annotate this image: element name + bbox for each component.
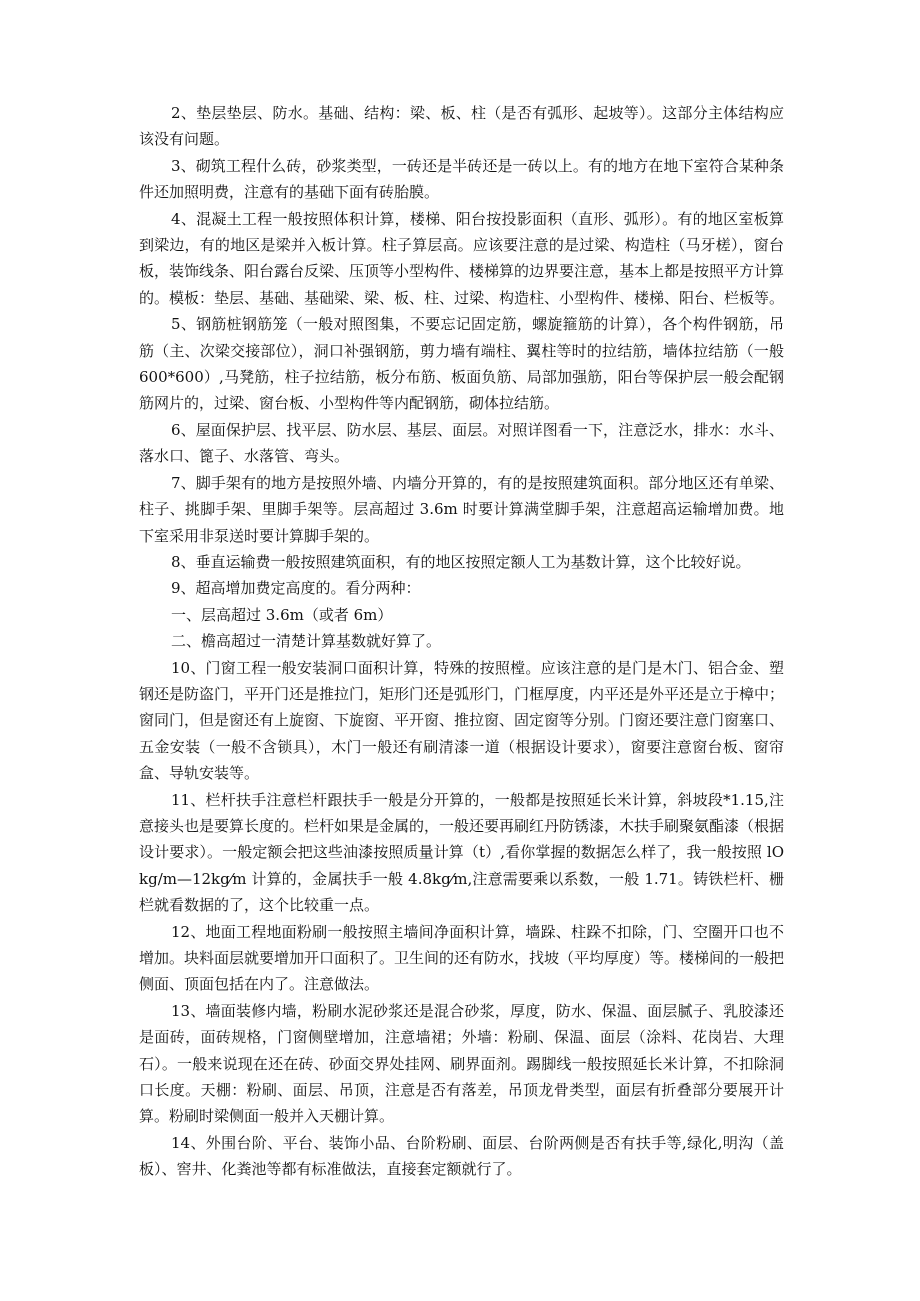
paragraph-10-doors-windows: 10、门窗工程一般安装洞口面积计算，特殊的按照樘。应该注意的是门是木门、铝合金、塑钢还是防盗门，平开门还是推拉门，矩形门还是弧形门，门框厚度，内平还是外平还是立于樟中；窗同门，但是窗还有上旋窗、下旋窗、平开窗、推拉窗、固定窗等分别。门窗还要注意门窗塞口、五金安装（一般不含锁具），木门一般还有刷清漆一道（根据设计要求），窗要注意窗台板、窗帘盒、导轨安装等。 [139, 658, 785, 783]
paragraph-12-flooring: 12、地面工程地面粉刷一般按照主墙间净面积计算，墙跺、柱跺不扣除，门、空圈开口也不增加。块料面层就要增加开口面积了。卫生间的还有防水，找坡（平均厚度）等。楼梯间的一般把侧面、顶面包括在内了。注意做法。 [139, 922, 785, 994]
paragraph-2-cushion-layer: 2、垫层垫层、防水。基础、结构：梁、板、柱（是否有弧形、起坡等）。这部分主体结构应该没有问题。 [139, 104, 784, 149]
paragraph-9-height-surcharge: 9、超高增加费定高度的。看分两种： [171, 579, 421, 598]
paragraph-9-item-1: 一、层高超过 3.6m（或者 6m） [171, 605, 393, 624]
paragraph-4-concrete: 4、混凝土工程一般按照体积计算，楼梯、阳台按投影面积（直形、弧形）。有的地区室板算到梁边，有的地区是梁并入板计算。柱子算层高。应该要注意的是过梁、构造柱（马牙槎），窗台板，装饰线条、阳台露台反梁、压顶等小型构件、楼梯算的边界要注意，基本上都是按照平方计算的。模板：垫层、基础、基础梁、梁、板、柱、过梁、构造柱、小型构件、楼梯、阳台、栏板等。 [139, 209, 785, 307]
document-body [139, 100, 784, 1183]
paragraph-6-roofing: 6、屋面保护层、找平层、防水层、基层、面层。对照详图看一下，注意泛水，排水：水斗、落水口、篦子、水落管、弯头。 [139, 420, 784, 466]
paragraph-9-item-2: 二、檐高超过一清楚计算基数就好算了。 [171, 632, 442, 651]
paragraph-11-railings: 11、栏杆扶手注意栏杆跟扶手一般是分开算的，一般都是按照延长米计算，斜坡段*1.15,注意接头也是要算长度的。栏杆如果是金属的，一般还要再刷红丹防锈漆，木扶手刷聚氨酯漆（根据设计要求）。一般定额会把这些油漆按照质量计算（t）,看你掌握的数据怎么样了，我一般按照 lOkg/m—12kg⁄m 计算的，金属扶手一般 4.8kg⁄m,注意需要乘以系数，一般 1.71。铸铁栏杆、栅栏就看数据的了，这个比较重一点。 [139, 790, 785, 915]
paragraph-8-vertical-transport: 8、垂直运输费一般按照建筑面积，有的地区按照定额人工为基数计算，这个比较好说。 [171, 552, 751, 571]
paragraph-13-wall-finishes: 13、墙面装修内墙，粉刷水泥砂浆还是混合砂浆，厚度，防水、保温、面层腻子、乳胶漆还是面砖，面砖规格，门窗侧壁增加，注意墙裙；外墙：粉刷、保温、面层（涂料、花岗岩、大理石）。一般来说现在还在砖、砂面交界处挂网、刷界面剂。踢脚线一般按照延长米计算，不扣除洞口长度。天棚：粉刷、面层、吊顶，注意是否有落差，吊顶龙骨类型，面层有折叠部分要展开计算。粉刷时梁侧面一般并入天棚计算。 [139, 1001, 784, 1126]
paragraph-3-masonry: 3、砌筑工程什么砖，砂浆类型，一砖还是半砖还是一砖以上。有的地方在地下室符合某种条件还加照明费，注意有的基础下面有砖胎膜。 [139, 156, 784, 202]
paragraph-5-rebar: 5、钢筋桩钢筋笼（一般对照图集，不要忘记固定筋，螺旋箍筋的计算），各个构件钢筋，吊筋（主、次梁交接部位），洞口补强钢筋，剪力墙有端柱、翼柱等时的拉结筋，墙体拉结筋（一般 600*600）,马凳筋，柱子拉结筋，板分布筋、板面负筋、局部加强筋，阳台等保护层一般会配钢筋网片的，过梁、窗台板、小型构件等内配钢筋，砌体拉结筋。 [139, 315, 784, 413]
paragraph-14-exterior-works: 14、外围台阶、平台、装饰小品、台阶粉刷、面层、台阶两侧是否有扶手等,绿化,明沟（盖板）、窖井、化粪池等都有标准做法，直接套定额就行了。 [139, 1133, 784, 1179]
paragraph-7-scaffolding: 7、脚手架有的地方是按照外墙、内墙分开算的，有的是按照建筑面积。部分地区还有单梁、柱子、挑脚手架、里脚手架等。层高超过 3.6m 时要计算满堂脚手架，注意超高运输增加费。地下室采用非泵送时要计算脚手架的。 [139, 473, 784, 545]
